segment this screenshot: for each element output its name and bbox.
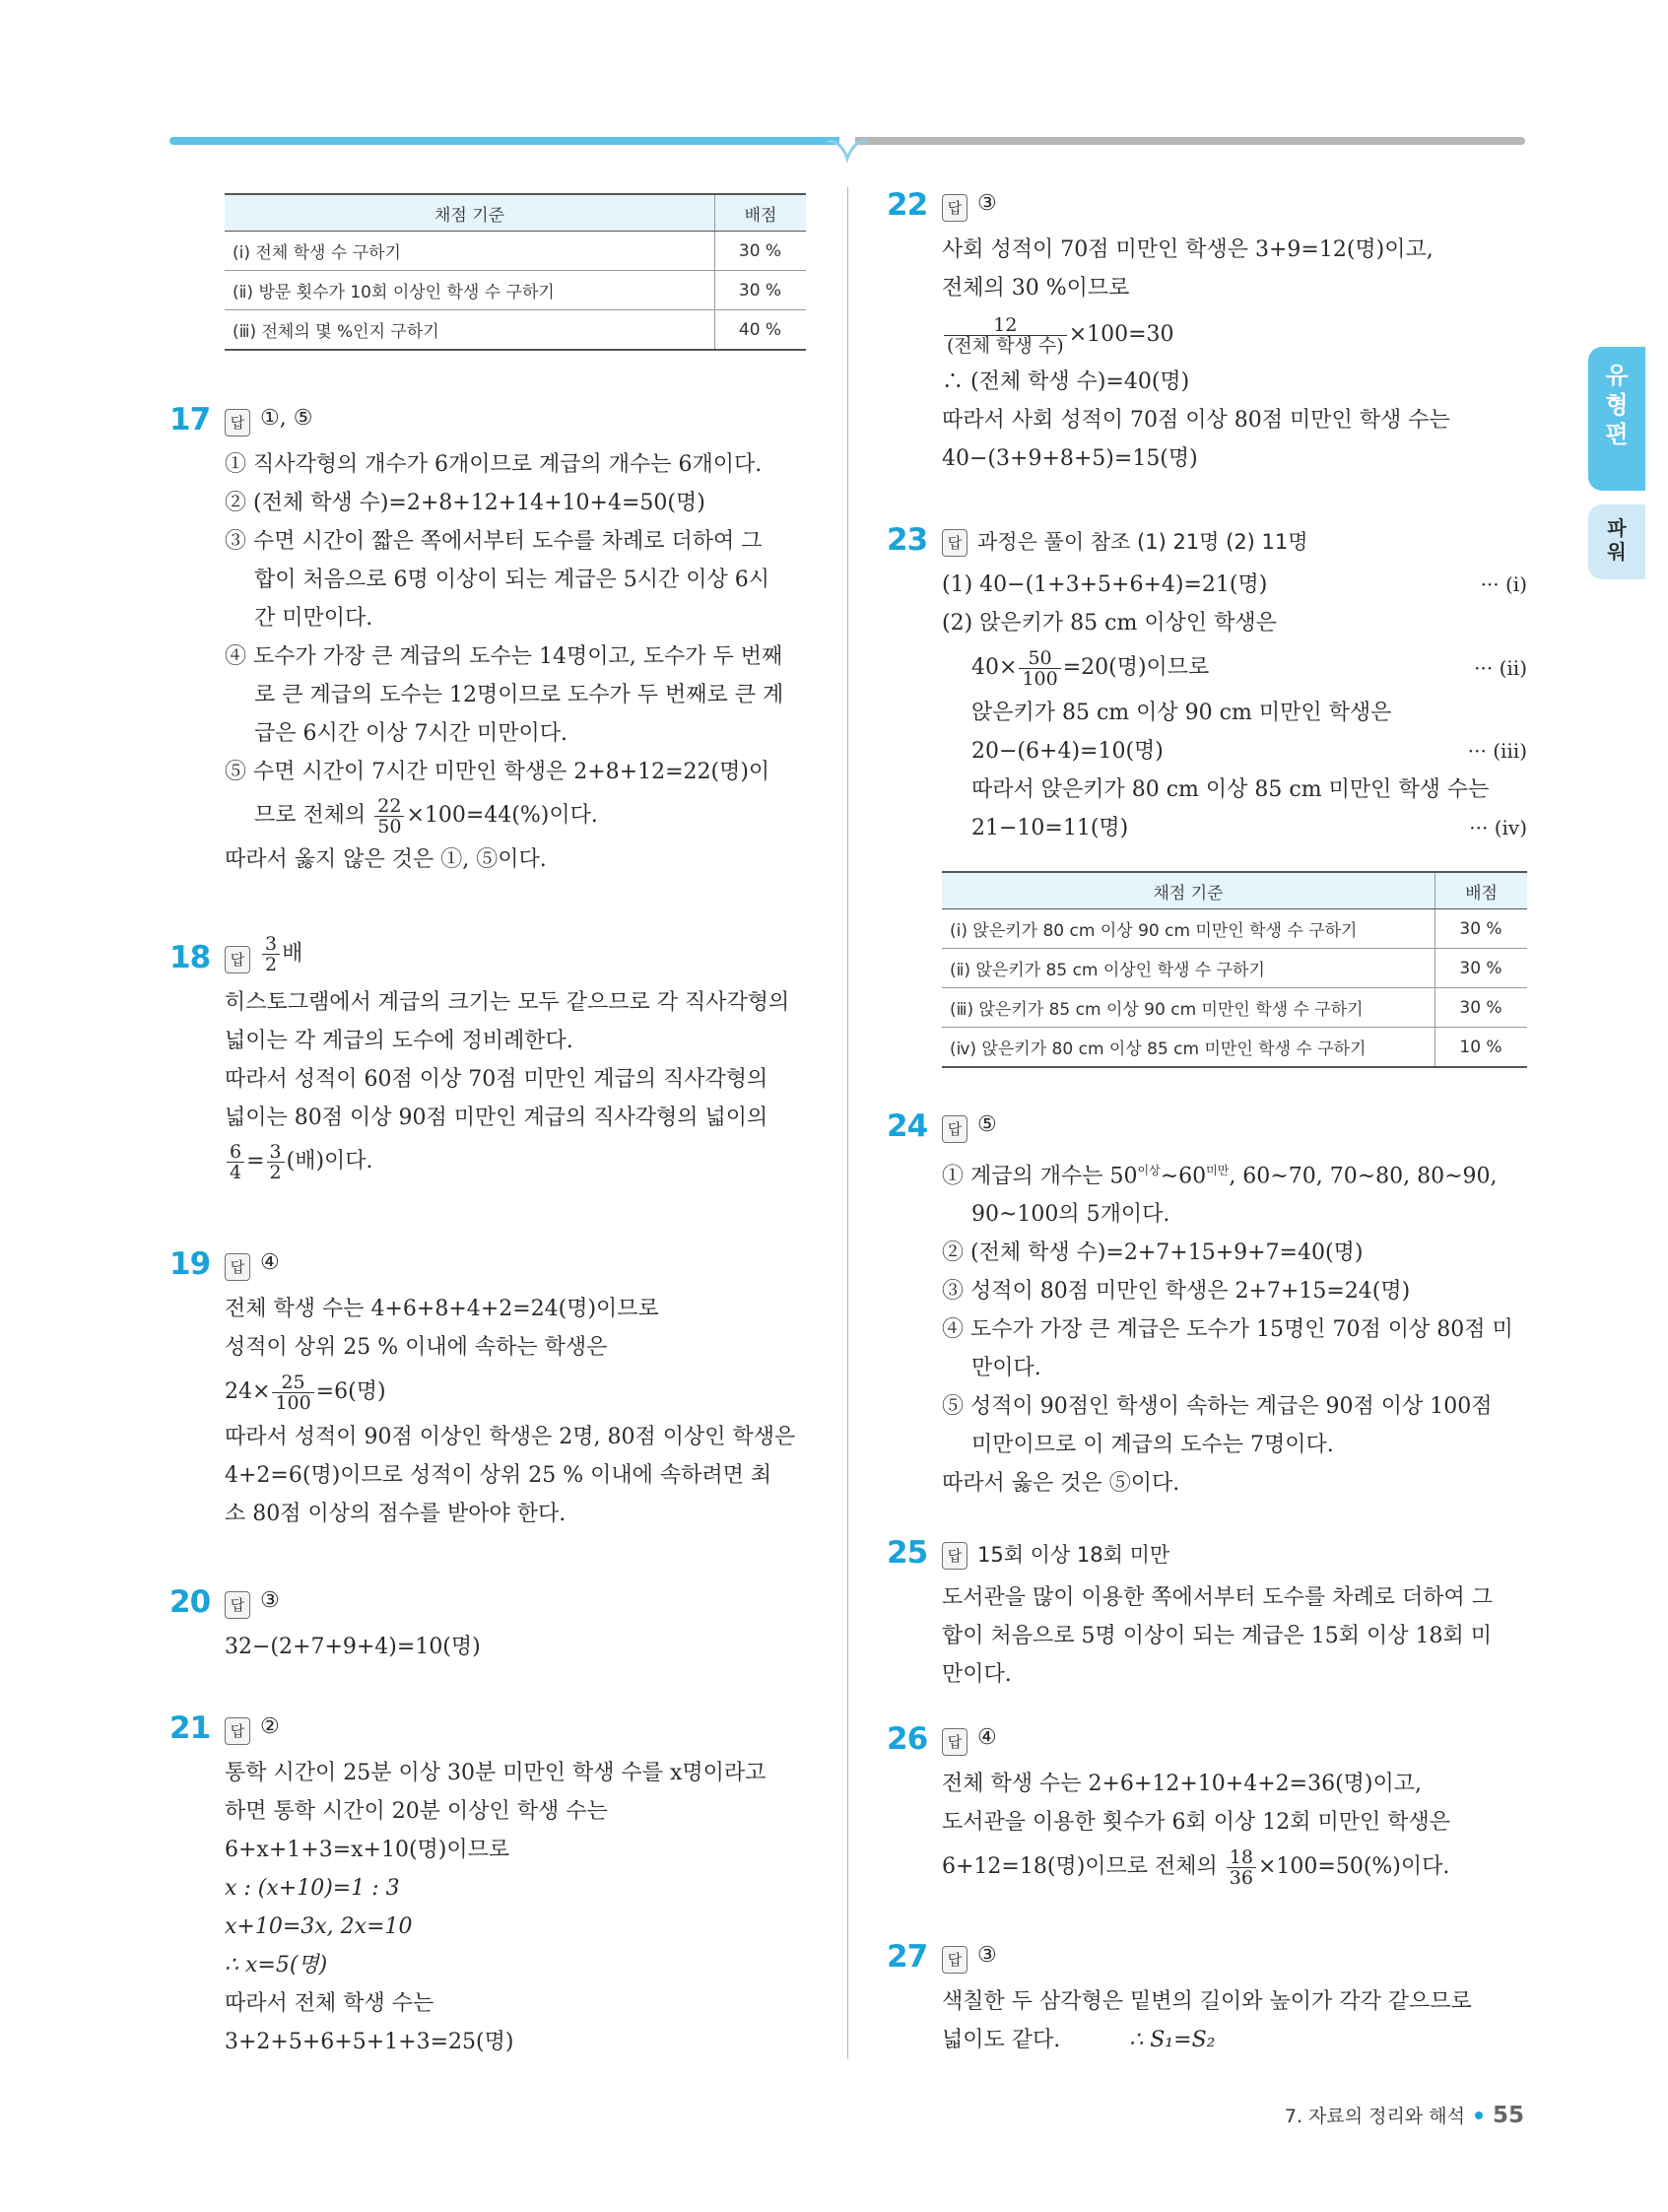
- solution-18: [169, 934, 810, 1186]
- problem-number: 26: [887, 1721, 928, 1757]
- answer-badge: 답: [942, 1946, 967, 1974]
- text-segment: ×100=30: [1068, 322, 1174, 347]
- answer-text: ①, ⑤: [260, 406, 313, 431]
- table-cell: (ⅱ) 방문 횟수가 10회 이상인 학생 수 구하기: [225, 271, 715, 310]
- table-cell: (ⅲ) 전체의 몇 %인지 구하기: [225, 310, 715, 351]
- denominator: 100: [275, 1391, 311, 1414]
- text-segment: =6(명): [315, 1379, 386, 1404]
- solution-line: 도서관을 이용한 횟수가 6회 이상 12회 미만인 학생은: [942, 1810, 1450, 1835]
- table-row: [942, 988, 1527, 1028]
- answer-text: ⑤: [977, 1112, 997, 1137]
- text-segment: 6+12=18(명)이므로 전체의: [942, 1854, 1225, 1879]
- superscript: 이상: [1137, 1164, 1161, 1177]
- fraction: [262, 934, 280, 974]
- solution-line: x : (x+10)=1 : 3: [225, 1876, 400, 1901]
- solution-line: ⑤ 성적이 90점인 학생이 속하는 계급은 90점 이상 100점: [942, 1394, 1493, 1420]
- problem-number: 27: [887, 1939, 928, 1975]
- solution-22: [887, 187, 1527, 478]
- solution-23: [887, 522, 1527, 1059]
- answer-badge: 답: [942, 1728, 967, 1756]
- problem-number: 19: [169, 1246, 211, 1282]
- solution-line: 전체 학생 수는 2+6+12+10+4+2=36(명)이고,: [942, 1772, 1422, 1796]
- table-row: [942, 909, 1527, 949]
- score-table-16: [225, 193, 806, 351]
- answer-badge: 답: [942, 1115, 967, 1143]
- solution-26: [887, 1721, 1527, 1893]
- column-divider: [847, 187, 848, 2059]
- solution-line: [942, 2021, 1527, 2059]
- answer-badge: 답: [942, 194, 967, 222]
- denominator: 4: [230, 1161, 242, 1183]
- answer-badge: 답: [225, 1591, 250, 1619]
- top-bar-left: [169, 137, 839, 145]
- answer-text: ③: [977, 1943, 997, 1968]
- solution-line: 따라서 성적이 90점 이상인 학생은 2명, 80점 이상인 학생은: [225, 1425, 796, 1449]
- table-header-points: 배점: [1435, 872, 1528, 909]
- numerator: 3: [262, 934, 280, 955]
- solution-line: [942, 642, 1527, 694]
- text-segment: =20(명)이므로: [1062, 655, 1210, 680]
- table-cell: 40 %: [715, 310, 807, 351]
- solution-line: 사회 성적이 70점 미만인 학생은 3+9=12(명)이고,: [942, 237, 1434, 262]
- numerator: 22: [374, 796, 404, 817]
- solution-line: [942, 307, 1527, 363]
- denominator: 50: [377, 815, 402, 838]
- chapter-title: 7. 자료의 정리와 해석: [1284, 2106, 1465, 2127]
- page-number: 55: [1492, 2103, 1524, 2128]
- table-header-points: 배점: [715, 194, 807, 232]
- solution-24: [887, 1108, 1527, 1503]
- answer-text: ④: [977, 1725, 997, 1750]
- problem-number: 22: [887, 187, 928, 223]
- answer-badge: 답: [225, 409, 250, 436]
- answer-text: ②: [260, 1714, 280, 1739]
- text-segment: =: [246, 1149, 265, 1173]
- step-marker: ··· (ⅳ): [1469, 816, 1527, 839]
- answer-text: ③: [260, 1588, 280, 1613]
- solution-line: ③ 수면 시간이 짧은 쪽에서부터 도수를 차례로 더하여 그: [225, 529, 763, 554]
- table-row: [225, 310, 806, 351]
- table-row: [942, 1028, 1527, 1068]
- solution-line: 전체의 30 %이므로: [942, 276, 1130, 301]
- bullet-icon: [1475, 2111, 1483, 2119]
- fraction: [267, 1142, 285, 1182]
- text-segment: 므로 전체의: [254, 803, 373, 828]
- solution-19: [169, 1246, 810, 1533]
- table-header-criteria: 채점 기준: [225, 194, 715, 232]
- solution-line: 만이다.: [942, 1662, 1012, 1687]
- text-segment: 40×: [971, 655, 1018, 680]
- solution-line: ② (전체 학생 수)=2+7+15+9+7=40(명): [942, 1240, 1364, 1266]
- table-cell: (ⅰ) 전체 학생 수 구하기: [225, 232, 715, 271]
- side-tab-power[interactable]: [1588, 504, 1645, 579]
- table-cell: 30 %: [1435, 949, 1528, 988]
- table-row: [225, 232, 806, 271]
- solution-line: ① 직사각형의 개수가 6개이므로 계급의 개수는 6개이다.: [225, 452, 763, 477]
- text-segment: ~60: [1160, 1164, 1207, 1189]
- answer-text: 15회 이상 18회 미만: [977, 1543, 1170, 1567]
- solution-line: [942, 566, 1527, 604]
- step-marker: ··· (ⅰ): [1480, 572, 1527, 596]
- solution-line: 6+x+1+3=x+10(명)이므로: [225, 1838, 510, 1862]
- solution-line: 따라서 성적이 60점 이상 70점 미만인 계급의 직사각형의: [225, 1067, 768, 1092]
- problem-number: 18: [169, 940, 211, 975]
- solution-line: 따라서 사회 성적이 70점 이상 80점 미만인 학생 수는: [942, 408, 1450, 433]
- text-segment: 배: [282, 941, 303, 967]
- text-segment: 24×: [225, 1379, 271, 1404]
- answer-badge: 답: [225, 1253, 250, 1281]
- solution-line: [942, 1842, 1527, 1893]
- table-cell: (ⅱ) 앉은키가 85 cm 이상인 학생 수 구하기: [942, 949, 1435, 988]
- problem-number: 20: [169, 1584, 211, 1620]
- solution-line: [225, 1137, 810, 1186]
- solution-line: 따라서 옳은 것은 ⑤이다.: [942, 1471, 1180, 1497]
- answer-text: 과정은 풀이 참조 (1) 21명 (2) 11명: [977, 530, 1308, 554]
- denominator: 36: [1229, 1866, 1253, 1889]
- solution-line: 합이 처음으로 6명 이상이 되는 계급은 5시간 이상 6시: [254, 568, 769, 592]
- numerator: 6: [227, 1142, 244, 1163]
- page-footer: [1285, 2102, 1524, 2128]
- table-cell: 10 %: [1435, 1028, 1528, 1068]
- solution-line: ∴ (전체 학생 수)=40(명): [942, 369, 1190, 394]
- table-cell: 30 %: [715, 232, 807, 271]
- solution-line: 90~100의 5개이다.: [971, 1202, 1170, 1228]
- solution-line: 로 큰 계급의 도수는 12명이므로 도수가 두 번째로 큰 계: [254, 683, 784, 707]
- fraction: [1227, 1847, 1256, 1888]
- solution-line: 앉은키가 85 cm 이상 90 cm 미만인 학생은: [971, 701, 1392, 725]
- denominator: 100: [1022, 667, 1058, 690]
- solution-27: [887, 1939, 1527, 2059]
- solution-line: 합이 처음으로 5명 이상이 되는 계급은 15회 이상 18회 미: [942, 1624, 1492, 1648]
- text-segment: ×100=50(%)이다.: [1257, 1854, 1450, 1879]
- top-bar-right: [855, 137, 1525, 145]
- numerator: 18: [1227, 1847, 1256, 1868]
- solution-line: 간 미만이다.: [254, 606, 373, 631]
- solution-line: 하면 통학 시간이 20분 이상인 학생 수는: [225, 1799, 608, 1824]
- solution-line: 전체 학생 수는 4+6+8+4+2=24(명)이므로: [225, 1297, 659, 1321]
- numerator: 3: [267, 1142, 285, 1163]
- solution-line: 따라서 앉은키가 80 cm 이상 85 cm 미만인 학생 수는: [971, 777, 1490, 802]
- problem-number: 24: [887, 1108, 928, 1144]
- side-tab-type-label: 유형편: [1605, 362, 1629, 448]
- table-cell: (ⅳ) 앉은키가 80 cm 이상 85 cm 미만인 학생 수 구하기: [942, 1028, 1435, 1068]
- problem-number: 23: [887, 522, 928, 558]
- fraction: [272, 1373, 313, 1413]
- side-tab-power-label: 파워: [1607, 516, 1627, 564]
- answer-badge: 답: [942, 1542, 967, 1570]
- solution-line: 소 80점 이상의 점수를 받아야 한다.: [225, 1502, 567, 1526]
- solution-line: 따라서 옳지 않은 것은 ①, ⑤이다.: [225, 847, 547, 872]
- numerator: 50: [1019, 648, 1060, 669]
- superscript: 미만: [1206, 1164, 1230, 1177]
- solution-line: [225, 1367, 810, 1418]
- text-segment: 20−(6+4)=10(명): [971, 739, 1164, 764]
- answer-text: [260, 934, 302, 974]
- table-row: [225, 271, 806, 310]
- table-cell: 30 %: [1435, 909, 1528, 949]
- solution-line: (2) 앉은키가 85 cm 이상인 학생은: [942, 611, 1277, 636]
- text-segment: ∴ S₁=S₂: [1129, 2028, 1216, 2052]
- step-marker: ··· (ⅲ): [1467, 739, 1527, 763]
- fraction: [944, 315, 1067, 356]
- answer-text: ④: [260, 1250, 280, 1275]
- solution-line: ③ 성적이 80점 미만인 학생은 2+7+15=24(명): [942, 1279, 1411, 1305]
- solution-line: 도서관을 많이 이용한 쪽에서부터 도수를 차례로 더하여 그: [942, 1585, 1494, 1610]
- denominator: (전체 학생 수): [947, 334, 1064, 357]
- solution-line: 3+2+5+6+5+1+3=25(명): [225, 2030, 514, 2054]
- text-segment: (1) 40−(1+3+5+6+4)=21(명): [942, 572, 1268, 597]
- solution-line: 만이다.: [971, 1356, 1041, 1381]
- numerator: 12: [944, 315, 1067, 336]
- text-segment: 21−10=11(명): [971, 816, 1129, 840]
- solution-17: [169, 402, 810, 879]
- solution-line: [942, 732, 1527, 771]
- answer-badge: 답: [225, 946, 250, 973]
- solution-line: ② (전체 학생 수)=2+8+12+14+10+4=50(명): [225, 491, 705, 515]
- problem-number: 17: [169, 402, 211, 437]
- answer-badge: 답: [942, 529, 967, 557]
- score-table-23: [942, 871, 1527, 1068]
- table-cell: (ⅲ) 앉은키가 85 cm 이상 90 cm 미만인 학생 수 구하기: [942, 988, 1435, 1028]
- table-cell: 30 %: [715, 271, 807, 310]
- table-header-criteria: 채점 기준: [942, 872, 1435, 909]
- table-cell: 30 %: [1435, 988, 1528, 1028]
- solution-line: ⑤ 수면 시간이 7시간 미만인 학생은 2+8+12=22(명)이: [225, 760, 770, 784]
- solution-line: [942, 1152, 1527, 1195]
- text-segment: (배)이다.: [286, 1149, 373, 1173]
- solution-line: 성적이 상위 25 % 이내에 속하는 학생은: [225, 1335, 608, 1360]
- solution-line: ④ 도수가 가장 큰 계급의 도수는 14명이고, 도수가 두 번째: [225, 644, 783, 669]
- text-segment: 넓이도 같다.: [942, 2028, 1061, 2052]
- solution-20: [169, 1584, 810, 1666]
- fraction: [1019, 648, 1060, 689]
- solution-21: [169, 1710, 810, 2061]
- solution-line: 넓이는 각 계급의 도수에 정비례한다.: [225, 1029, 573, 1053]
- solution-line: 따라서 전체 학생 수는: [225, 1991, 434, 2016]
- solution-line: [942, 809, 1527, 847]
- answer-text: ③: [977, 191, 997, 216]
- problem-number: 25: [887, 1535, 928, 1571]
- top-bar-notch: [828, 137, 867, 167]
- denominator: 2: [265, 954, 278, 975]
- solution-line: 32−(2+7+9+4)=10(명): [225, 1635, 481, 1659]
- solution-line: 4+2=6(명)이므로 성적이 상위 25 % 이내에 속하려면 최: [225, 1463, 772, 1488]
- denominator: 2: [269, 1161, 282, 1183]
- table-cell: (ⅰ) 앉은키가 80 cm 이상 90 cm 미만인 학생 수 구하기: [942, 909, 1435, 949]
- text-segment: , 60~70, 70~80, 80~90,: [1229, 1164, 1498, 1189]
- solution-line: 급은 6시간 이상 7시간 미만이다.: [254, 721, 567, 746]
- solution-line: 색칠한 두 삼각형은 밑변의 길이와 높이가 각각 같으므로: [942, 1989, 1472, 2014]
- solution-line: ∴ x=5(명): [225, 1953, 328, 1977]
- fraction: [374, 796, 404, 837]
- solution-line: [225, 791, 810, 840]
- solution-line: 넓이는 80점 이상 90점 미만인 계급의 직사각형의 넓이의: [225, 1106, 768, 1130]
- answer-badge: 답: [225, 1717, 250, 1745]
- solution-25: [887, 1535, 1527, 1694]
- solution-line: ④ 도수가 가장 큰 계급은 도수가 15명인 70점 이상 80점 미: [942, 1317, 1513, 1343]
- numerator: 25: [272, 1373, 313, 1393]
- step-marker: ··· (ⅱ): [1474, 656, 1527, 680]
- solution-line: 미만이므로 이 계급의 도수는 7명이다.: [971, 1433, 1334, 1458]
- fraction: [227, 1142, 244, 1182]
- table-row: [942, 949, 1527, 988]
- problem-number: 21: [169, 1710, 211, 1746]
- side-tab-type[interactable]: [1588, 347, 1645, 491]
- text-segment: ① 계급의 개수는 50: [942, 1164, 1138, 1189]
- text-segment: ×100=44(%)이다.: [406, 803, 598, 828]
- solution-line: 40−(3+9+8+5)=15(명): [942, 446, 1198, 471]
- solution-line: 히스토그램에서 계급의 크기는 모두 같으므로 각 직사각형의: [225, 990, 790, 1015]
- solution-line: 통학 시간이 25분 이상 30분 미만인 학생 수를 x명이라고: [225, 1761, 767, 1785]
- solution-line: x+10=3x, 2x=10: [225, 1914, 413, 1939]
